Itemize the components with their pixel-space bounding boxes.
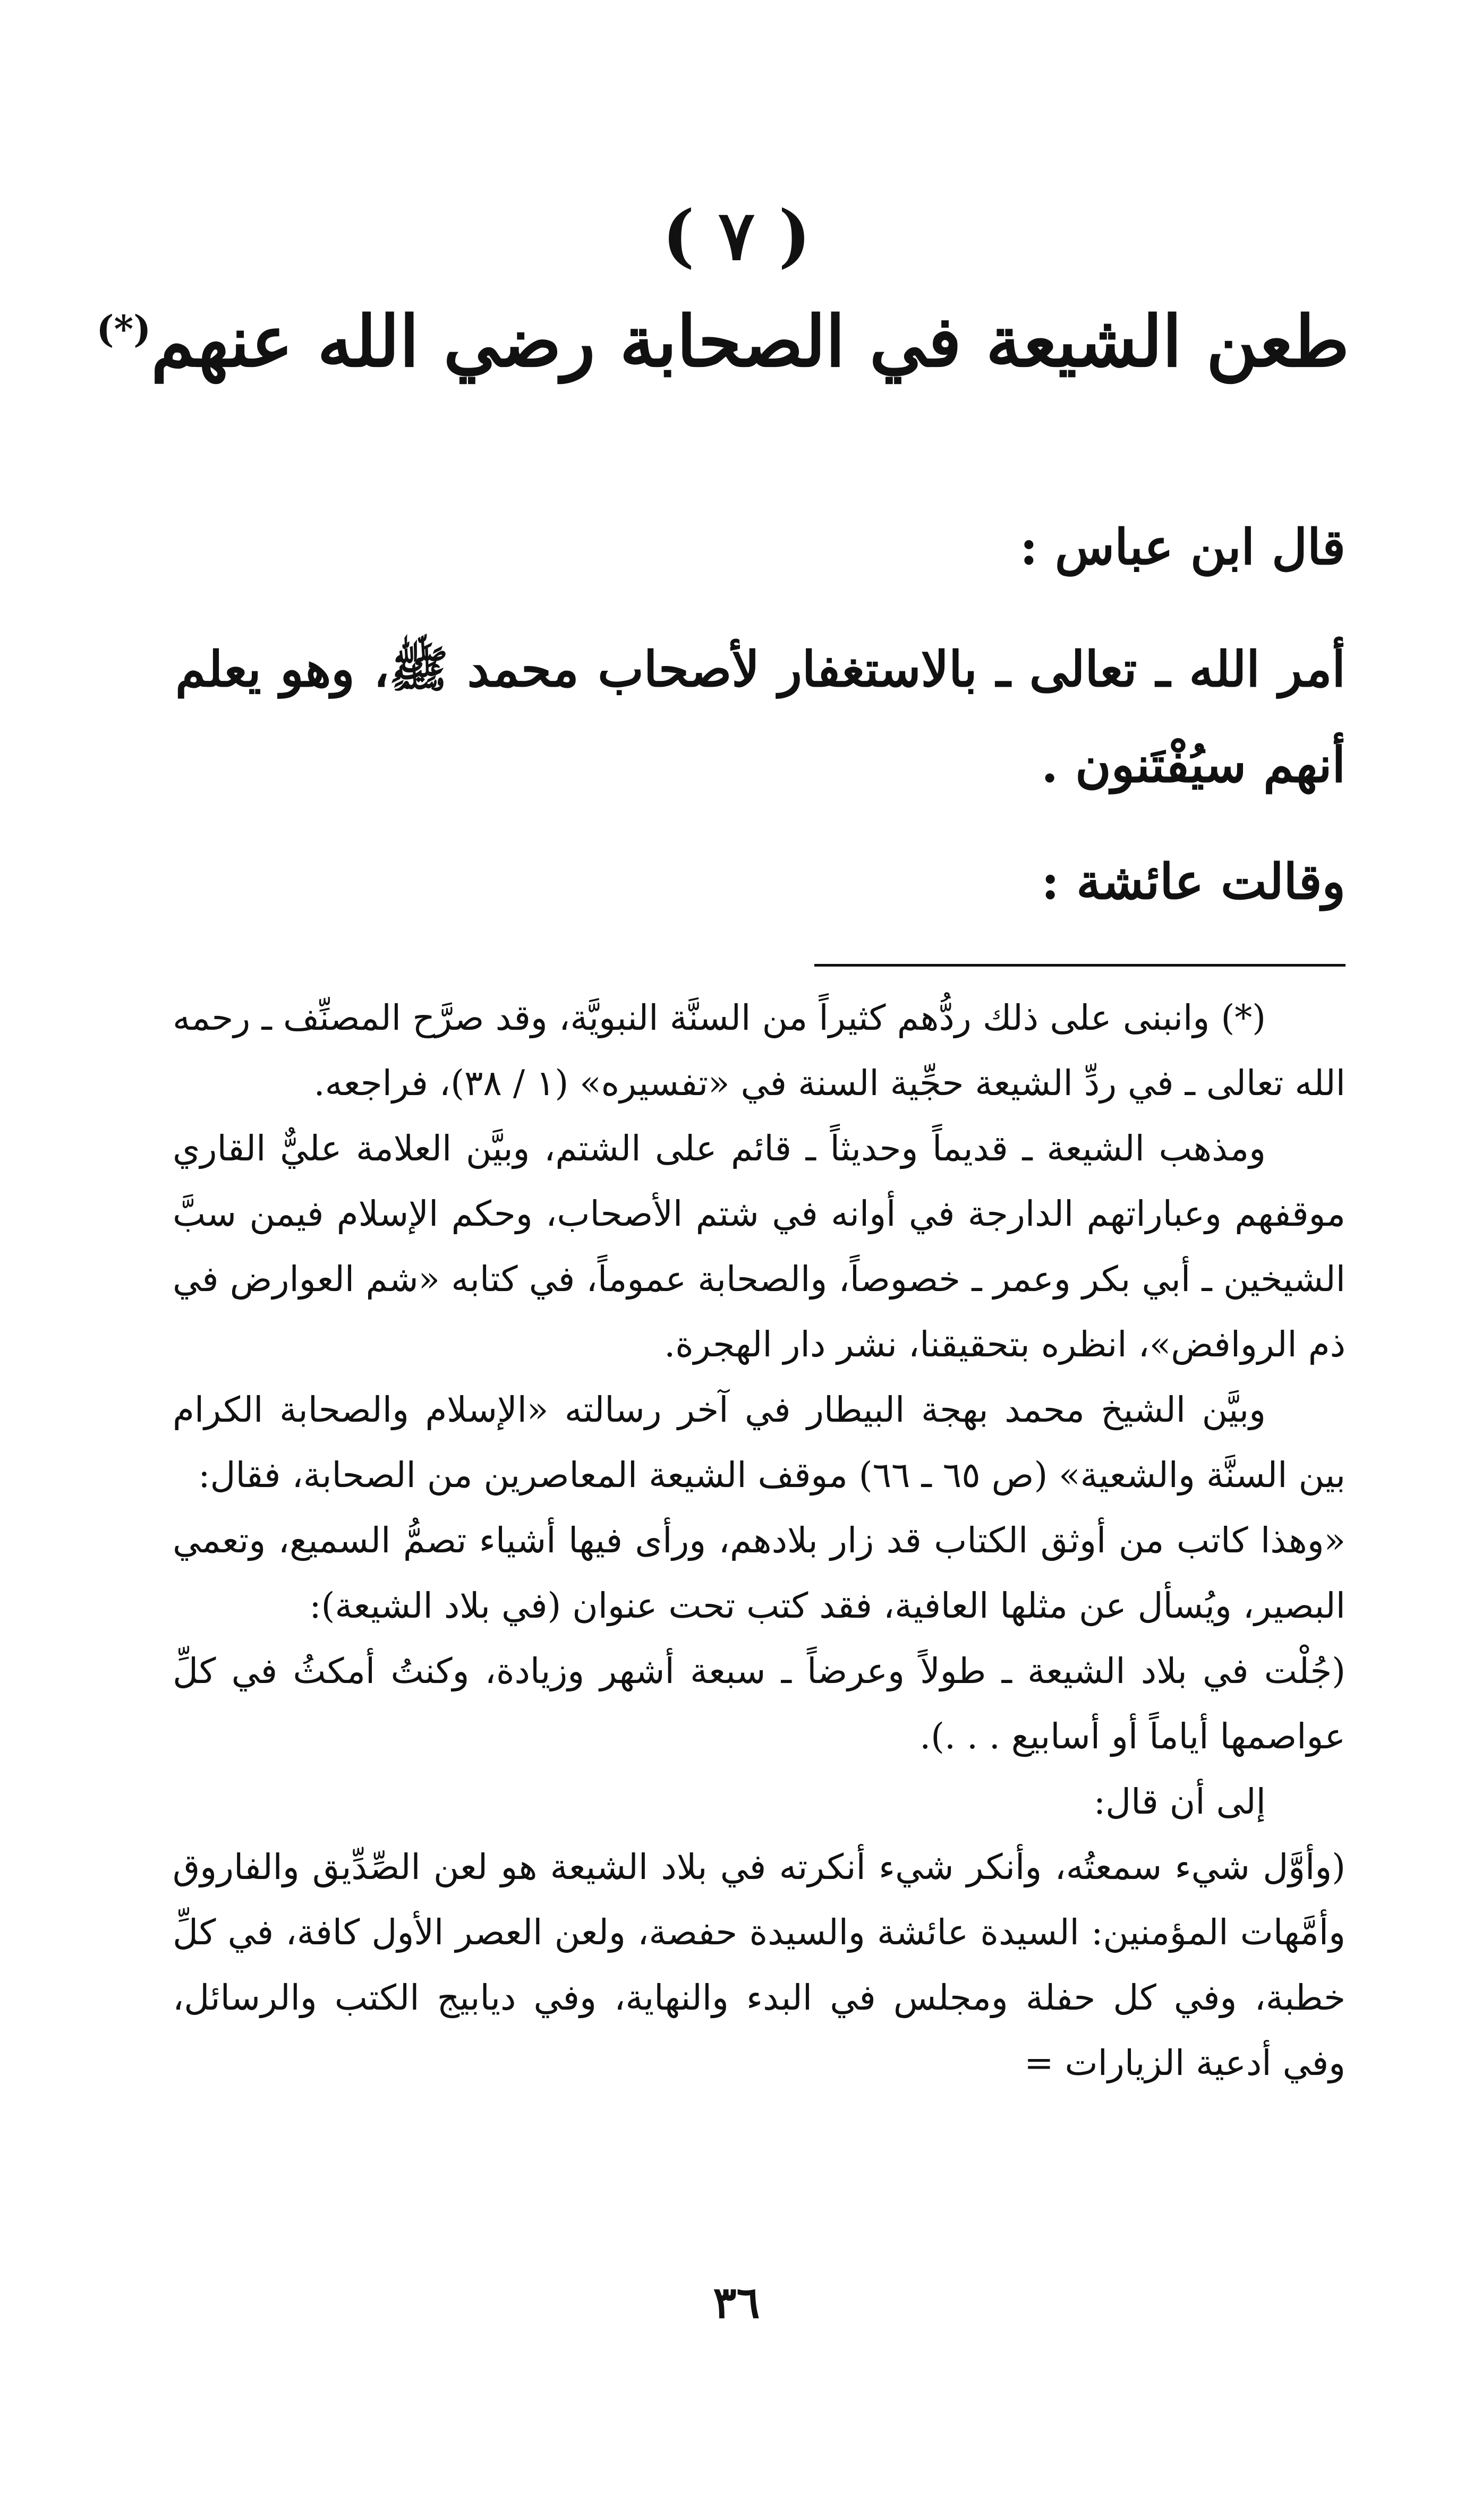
footnote-paragraph: «وهذا كاتب من أوثق الكتاب قد زار بلادهم، ورأى فيها أشياء تصمُّ السميع، وتعمي البصير، ويُسأل عن مثلها العافية، فقد كتب تحت عنوان (في بلاد الشيعة):	[173, 1520, 1346, 1626]
page-number: ٣٦	[713, 2277, 760, 2328]
chapter-title	[96, 300, 1349, 384]
footnote-paragraph: (وأوَّل شيء سمعتُه، وأنكر شيء أنكرته في بلاد الشيعة هو لعن الصِّدِّيق والفاروق وأمَّهات المؤمنين: السيدة عائشة والسيدة حفصة، ولعن العصر الأول كافة، في كلِّ خطبة، وفي كل حفلة ومجلس في البدء والنهاية، وفي ديابيج الكتب والرسائل، وفي أدعية الزيارات =	[173, 1847, 1346, 2083]
footnotes	[173, 985, 1346, 2096]
footnote-paragraph: إلى أن قال:	[1093, 1781, 1266, 1822]
chapter-title-text: طعن الشيعة في الصحابة رضي الله عنهم	[151, 301, 1349, 383]
main-text	[175, 499, 1346, 929]
speaker-aisha: وقالت عائشة :	[1041, 853, 1346, 910]
footnote-paragraph: ومذهب الشيعة ـ قديماً وحديثاً ـ قائم على الشتم، وبيَّن العلامة عليٌّ القاري موقفهم وعباراتهم الدارجة في أوانه في شتم الأصحاب، وحكم الإسلام فيمن سبَّ الشيخين ـ أبي بكر وعمر ـ خصوصاً، والصحابة عموماً، في كتابه «شم العوارض في ذم الروافض»، انظره بتحقيقنا، نشر دار الهجرة.	[173, 1128, 1346, 1365]
footnote-paragraph: (جُلْت في بلاد الشيعة ـ طولاً وعرضاً ـ سبعة أشهر وزيادة، وكنتُ أمكثُ في كلِّ عواصمها أياماً أو أسابيع . . .).	[173, 1651, 1346, 1757]
chapter-number: ( ٧ )	[662, 196, 811, 276]
footnote-paragraph: (*) وانبنى على ذلك ردُّهم كثيراً من السنَّة النبويَّة، وقد صرَّح المصنِّف ـ رحمه الله تعالى ـ في ردِّ الشيعة حجِّية السنة في «تفسيره» (١ / ٣٨)، فراجعه.	[173, 997, 1346, 1104]
footnote-separator	[814, 964, 1346, 967]
speaker-ibn-abbas: قال ابن عباس :	[1019, 518, 1346, 576]
footnote-marker: (*)	[96, 307, 151, 351]
quote-ibn-abbas: أمر الله ـ تعالى ـ بالاستغفار لأصحاب محمد ﷺ، وهو يعلم أنهم سيُفْتَنون .	[175, 640, 1346, 793]
footnote-paragraph: وبيَّن الشيخ محمد بهجة البيطار في آخر رسالته «الإسلام والصحابة الكرام بين السنَّة والشعية» (ص ٦٥ ـ ٦٦) موقف الشيعة المعاصرين من الصحابة، فقال:	[173, 1389, 1346, 1496]
